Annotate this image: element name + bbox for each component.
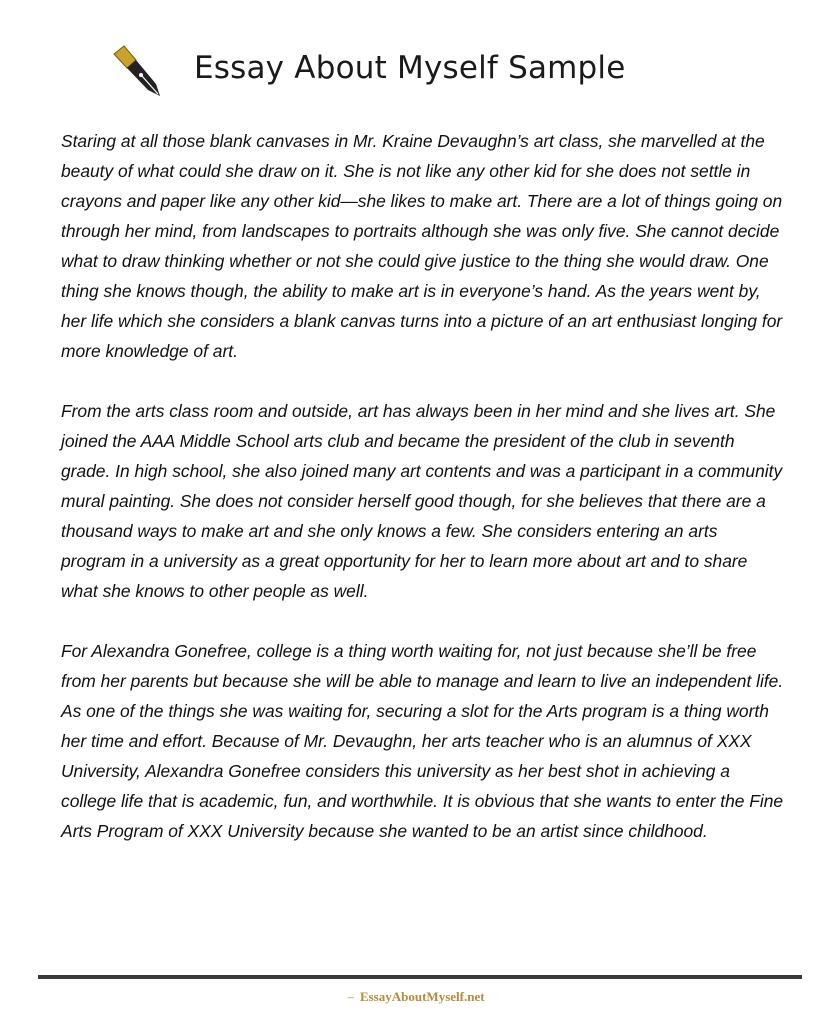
footer-dash: – bbox=[347, 989, 354, 1004]
essay-paragraph-3: For Alexandra Gonefree, college is a thing worth waiting for, not just because she’ll be free from her parents but because she will be able to manage and learn to live an independent life. As one of the things she was waiting for, securing a slot for the Arts program is a thing worth her time and effort. Because of Mr. Devaughn, her arts teacher who is an alumnus of XXX University, Alexandra Gonefree considers this university as her best shot in achieving a college life that is academic, fun, and worthwhile. It is obvious that she wants to enter the Fine Arts Program of XXX University because she wanted to be an artist since childhood. bbox=[61, 641, 784, 841]
footer-site-name: EssayAboutMyself.net bbox=[359, 989, 485, 1004]
essay-paragraph-1: Staring at all those blank canvases in Mr. Kraine Devaughn’s art class, she marvelled at the beauty of what could she draw on it. She is not like any other kid for she does not settle in crayons and paper like any other kid—she likes to make art. There are a lot of things going on through her mind, from landscapes to portraits although she was only five. She cannot decide what to draw thinking whether or not she could give justice to the thing she would draw. One thing she knows though, the ability to make art is in everyone’s hand. As the years went by, her life which she considers a blank canvas turns into a picture of an art enthusiast longing for more knowledge of art. bbox=[61, 131, 783, 361]
essay-paragraph-2: From the arts class room and outside, art has always been in her mind and she lives art. She joined the AAA Middle School arts club and became the president of the club in seventh grade. In high school, she also joined many art contents and was a participant in a community mural painting. She does not consider herself good though, for she believes that there are a thousand ways to make art and she only knows a few. She considers entering an arts program in a university as a great opportunity for her to learn more about art and to share what she knows to other people as well. bbox=[61, 401, 783, 601]
page-title: Essay About Myself Sample bbox=[194, 50, 626, 86]
footer bbox=[0, 989, 832, 1005]
footer-divider bbox=[38, 975, 802, 979]
essay-body bbox=[61, 126, 786, 876]
fountain-pen-nib-icon bbox=[112, 44, 164, 100]
document-header bbox=[0, 38, 832, 118]
